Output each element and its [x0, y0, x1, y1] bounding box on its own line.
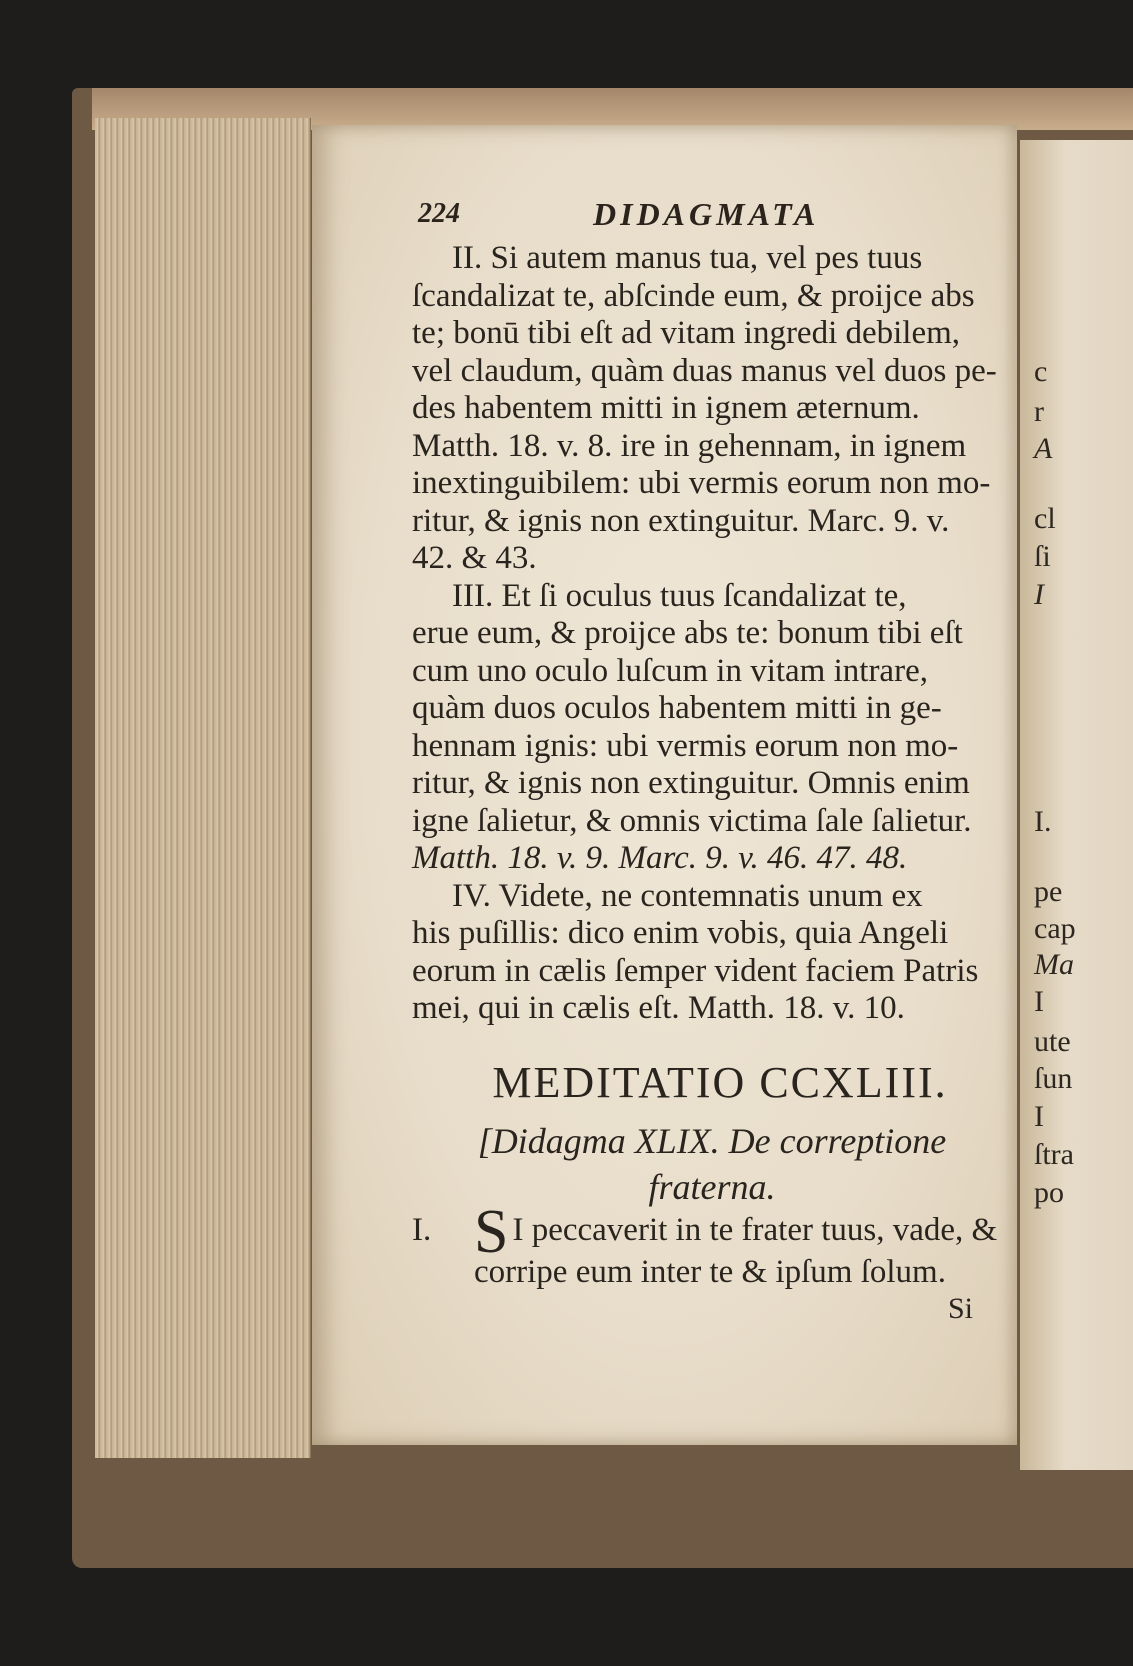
- subtitle-line: fraterna.: [648, 1167, 776, 1207]
- facing-fragment: cap: [1034, 912, 1076, 945]
- page-edges: [95, 118, 311, 1458]
- text-line: erue eum, & proijce abs te: bonum tibi eſt: [412, 615, 963, 651]
- paragraph-iv: [412, 878, 992, 1028]
- facing-fragment: Ma: [1034, 948, 1074, 981]
- text-line: cum uno oculo luſcum in vitam intrare,: [412, 652, 928, 689]
- text-line: vel claudum, quàm duas manus vel duos pe-: [412, 352, 997, 389]
- text-line: I peccaverit in te frater tuus, vade, &: [512, 1212, 998, 1248]
- facing-page: [1020, 140, 1133, 1470]
- facing-fragment: po: [1034, 1176, 1064, 1209]
- text-line: 42. & 43.: [412, 540, 537, 576]
- text-line: Matth. 18. v. 8. ire in gehennam, in ignem: [412, 427, 967, 464]
- text-line: III. Et ſi oculus tuus ſcandalizat te,: [452, 577, 907, 614]
- text-line: II. Si autem manus tua, vel pes tuus: [452, 240, 923, 276]
- page-number: 224: [418, 198, 460, 229]
- text-line: IV. Videte, ne contemnatis unum ex: [452, 877, 923, 914]
- final-paragraph: [412, 1198, 998, 1292]
- text-line: te; bonū tibi eſt ad vitam ingredi debilem,: [412, 315, 961, 351]
- paragraph-iii: [412, 578, 992, 878]
- text-line: corripe eum inter te & ipſum ſolum.: [474, 1254, 946, 1290]
- text-line: eorum in cælis ſemper vident faciem Patris: [412, 952, 979, 989]
- facing-fragment: ſtra: [1034, 1138, 1074, 1171]
- text-line: quàm duos oculos habentem mitti in ge-: [412, 690, 942, 726]
- facing-fragment: I: [1034, 1100, 1044, 1133]
- text-line: ritur, & ignis non extinguitur. Marc. 9. v.: [412, 502, 950, 539]
- meditation-title: MEDITATIO CCXLIII.: [492, 1058, 948, 1107]
- facing-fragment: ute: [1034, 1025, 1071, 1058]
- running-title: DIDAGMATA: [593, 196, 820, 232]
- text-line: his puſillis: dico enim vobis, quia Angeli: [412, 915, 949, 951]
- text-line: Matth. 18. v. 9. Marc. 9. v. 46. 47. 48.: [412, 840, 908, 876]
- facing-fragment: c: [1034, 355, 1048, 388]
- facing-fragment: I: [1034, 985, 1044, 1018]
- body-text: [412, 240, 997, 1028]
- subtitle-line: [Didagma XLIX. De correptione: [477, 1121, 947, 1161]
- drop-cap: S: [474, 1198, 509, 1266]
- facing-fragment: r: [1034, 395, 1044, 428]
- text-line: hennam ignis: ubi vermis eorum non mo-: [412, 727, 959, 764]
- facing-fragment: I.: [1034, 805, 1052, 838]
- meditation-subtitle: [452, 1118, 972, 1210]
- catchword: Si: [948, 1292, 974, 1325]
- text-line: mei, qui in cælis eſt. Matth. 18. v. 10.: [412, 990, 905, 1026]
- running-header: [418, 196, 958, 244]
- facing-fragment: A: [1034, 432, 1053, 465]
- text-line: des habentem mitti in ignem æternum.: [412, 390, 920, 426]
- facing-fragment: cl: [1034, 502, 1056, 535]
- text-line: igne ſalietur, & omnis victima ſale ſalietur.: [412, 802, 972, 839]
- facing-fragment: ſi: [1034, 540, 1051, 573]
- facing-fragment: I: [1034, 578, 1044, 611]
- text-line: inextinguibilem: ubi vermis eorum non mo-: [412, 465, 991, 501]
- text-line: ritur, & ignis non extinguitur. Omnis enim: [412, 765, 970, 801]
- paragraph-ii: [412, 240, 997, 578]
- text-line: ſcandalizat te, abſcinde eum, & proijce abs: [412, 277, 975, 314]
- paragraph-number: I.: [412, 1212, 432, 1248]
- facing-fragment: pe: [1034, 875, 1063, 908]
- facing-fragment: ſun: [1034, 1062, 1073, 1095]
